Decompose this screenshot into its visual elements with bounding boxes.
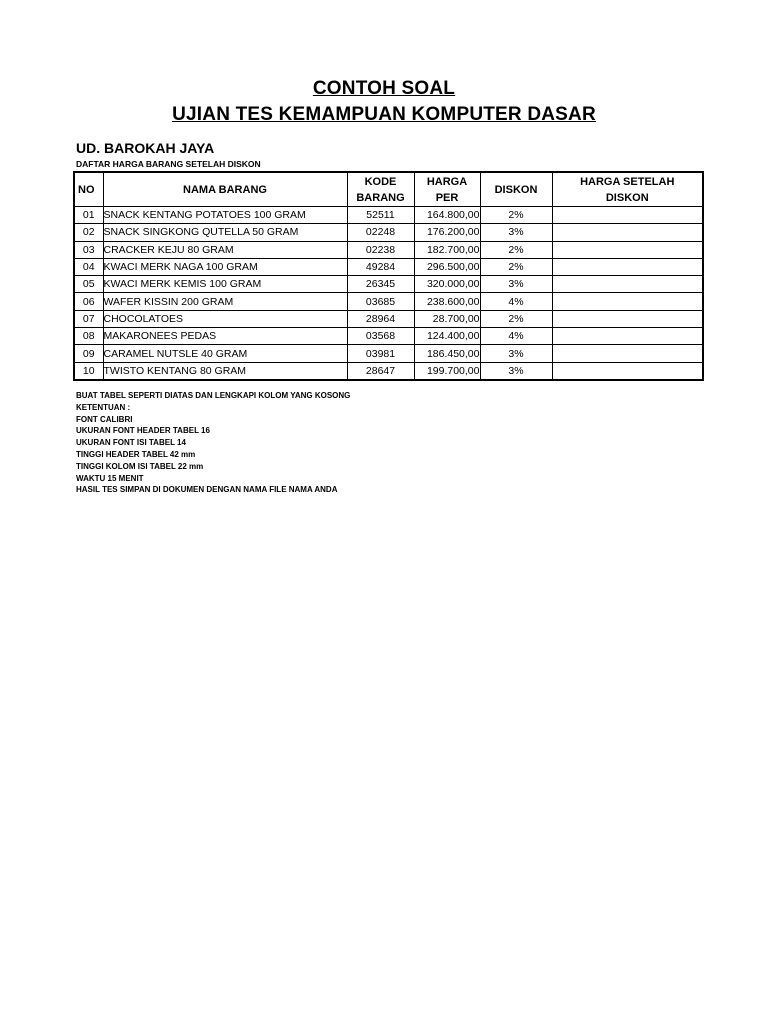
cell-harga-per: 182.700,00	[414, 241, 480, 258]
cell-kode-barang: 52511	[347, 207, 414, 224]
header-no: NO	[74, 172, 103, 207]
cell-nama-barang: KWACI MERK NAGA 100 GRAM	[103, 258, 347, 275]
cell-nama-barang: CARAMEL NUTSLE 40 GRAM	[103, 345, 347, 362]
cell-no: 04	[74, 258, 103, 275]
cell-nama-barang: KWACI MERK KEMIS 100 GRAM	[103, 276, 347, 293]
cell-diskon: 3%	[480, 345, 552, 362]
table-row	[74, 207, 703, 224]
cell-harga-per: 28.700,00	[414, 310, 480, 327]
cell-harga-setelah-diskon	[552, 328, 703, 345]
cell-harga-per: 238.600,00	[414, 293, 480, 310]
header-kode-line1: KODE	[364, 175, 397, 188]
cell-kode-barang: 49284	[347, 258, 414, 275]
cell-kode-barang: 03685	[347, 293, 414, 310]
header-setelah-line1: HARGA SETELAH	[580, 175, 675, 188]
cell-no: 10	[74, 362, 103, 380]
table-row	[74, 362, 703, 380]
table-row	[74, 345, 703, 362]
cell-nama-barang: SNACK KENTANG POTATOES 100 GRAM	[103, 207, 347, 224]
cell-harga-per: 124.400,00	[414, 328, 480, 345]
header-diskon: DISKON	[480, 172, 552, 207]
cell-harga-setelah-diskon	[552, 241, 703, 258]
cell-nama-barang: MAKARONEES PEDAS	[103, 328, 347, 345]
cell-harga-per: 176.200,00	[414, 224, 480, 241]
company-name: UD. BAROKAH JAYA	[76, 140, 215, 156]
cell-harga-per: 186.450,00	[414, 345, 480, 362]
cell-nama-barang: WAFER KISSIN 200 GRAM	[103, 293, 347, 310]
cell-harga-setelah-diskon	[552, 362, 703, 380]
instruction-line: BUAT TABEL SEPERTI DIATAS DAN LENGKAPI KOLOM YANG KOSONG	[76, 391, 351, 400]
cell-no: 09	[74, 345, 103, 362]
cell-kode-barang: 02238	[347, 241, 414, 258]
cell-diskon: 2%	[480, 258, 552, 275]
cell-diskon: 2%	[480, 241, 552, 258]
cell-harga-setelah-diskon	[552, 345, 703, 362]
header-harga-line1: HARGA	[426, 175, 468, 188]
cell-harga-setelah-diskon	[552, 258, 703, 275]
cell-harga-setelah-diskon	[552, 276, 703, 293]
cell-diskon: 3%	[480, 362, 552, 380]
cell-diskon: 2%	[480, 207, 552, 224]
cell-kode-barang: 28964	[347, 310, 414, 327]
cell-harga-per: 164.800,00	[414, 207, 480, 224]
cell-nama-barang: CRACKER KEJU 80 GRAM	[103, 241, 347, 258]
cell-nama-barang: TWISTO KENTANG 80 GRAM	[103, 362, 347, 380]
cell-no: 06	[74, 293, 103, 310]
cell-diskon: 4%	[480, 293, 552, 310]
cell-harga-setelah-diskon	[552, 207, 703, 224]
table-header-row	[74, 172, 703, 207]
table-row	[74, 241, 703, 258]
header-harga-line2: PER	[435, 191, 459, 204]
header-harga-setelah-diskon	[552, 172, 703, 207]
header-harga-per	[414, 172, 480, 207]
cell-harga-per: 296.500,00	[414, 258, 480, 275]
cell-nama-barang: CHOCOLATOES	[103, 310, 347, 327]
price-table	[73, 171, 704, 381]
table-row	[74, 276, 703, 293]
cell-diskon: 2%	[480, 310, 552, 327]
instruction-line: UKURAN FONT HEADER TABEL 16	[76, 426, 210, 436]
cell-harga-per: 199.700,00	[414, 362, 480, 380]
instruction-line: FONT CALIBRI	[76, 414, 133, 424]
header-kode-line2: BARANG	[356, 191, 405, 204]
header-kode-barang	[347, 172, 414, 207]
cell-diskon: 3%	[480, 276, 552, 293]
table-row	[74, 224, 703, 241]
table-row	[74, 310, 703, 327]
cell-kode-barang: 28647	[347, 362, 414, 380]
instruction-line: UKURAN FONT ISI TABEL 14	[76, 438, 186, 448]
cell-harga-per: 320.000,00	[414, 276, 480, 293]
instruction-line: KETENTUAN :	[76, 402, 131, 412]
page-title: CONTOH SOAL	[312, 78, 456, 99]
instructions	[76, 390, 350, 496]
cell-no: 03	[74, 241, 103, 258]
cell-diskon: 4%	[480, 328, 552, 345]
cell-kode-barang: 03568	[347, 328, 414, 345]
cell-no: 07	[74, 310, 103, 327]
page-subtitle: UJIAN TES KEMAMPUAN KOMPUTER DASAR	[172, 104, 596, 125]
table-caption: DAFTAR HARGA BARANG SETELAH DISKON	[76, 159, 261, 169]
cell-harga-setelah-diskon	[552, 293, 703, 310]
instruction-line: TINGGI KOLOM ISI TABEL 22 mm	[76, 461, 204, 471]
cell-no: 08	[74, 328, 103, 345]
cell-kode-barang: 03981	[347, 345, 414, 362]
cell-diskon: 3%	[480, 224, 552, 241]
cell-nama-barang: SNACK SINGKONG QUTELLA 50 GRAM	[103, 224, 347, 241]
table-row	[74, 328, 703, 345]
instruction-line: TINGGI HEADER TABEL 42 mm	[76, 449, 196, 459]
cell-no: 01	[74, 207, 103, 224]
header-nama-barang: NAMA BARANG	[103, 172, 347, 207]
table-row	[74, 258, 703, 275]
cell-no: 05	[74, 276, 103, 293]
header-setelah-line2: DISKON	[605, 191, 649, 204]
cell-no: 02	[74, 224, 103, 241]
cell-kode-barang: 26345	[347, 276, 414, 293]
cell-harga-setelah-diskon	[552, 310, 703, 327]
cell-kode-barang: 02248	[347, 224, 414, 241]
instruction-line: WAKTU 15 MENIT	[76, 473, 144, 483]
instruction-line: HASIL TES SIMPAN DI DOKUMEN DENGAN NAMA FILE NAMA ANDA	[76, 485, 338, 495]
cell-harga-setelah-diskon	[552, 224, 703, 241]
table-row	[74, 293, 703, 310]
